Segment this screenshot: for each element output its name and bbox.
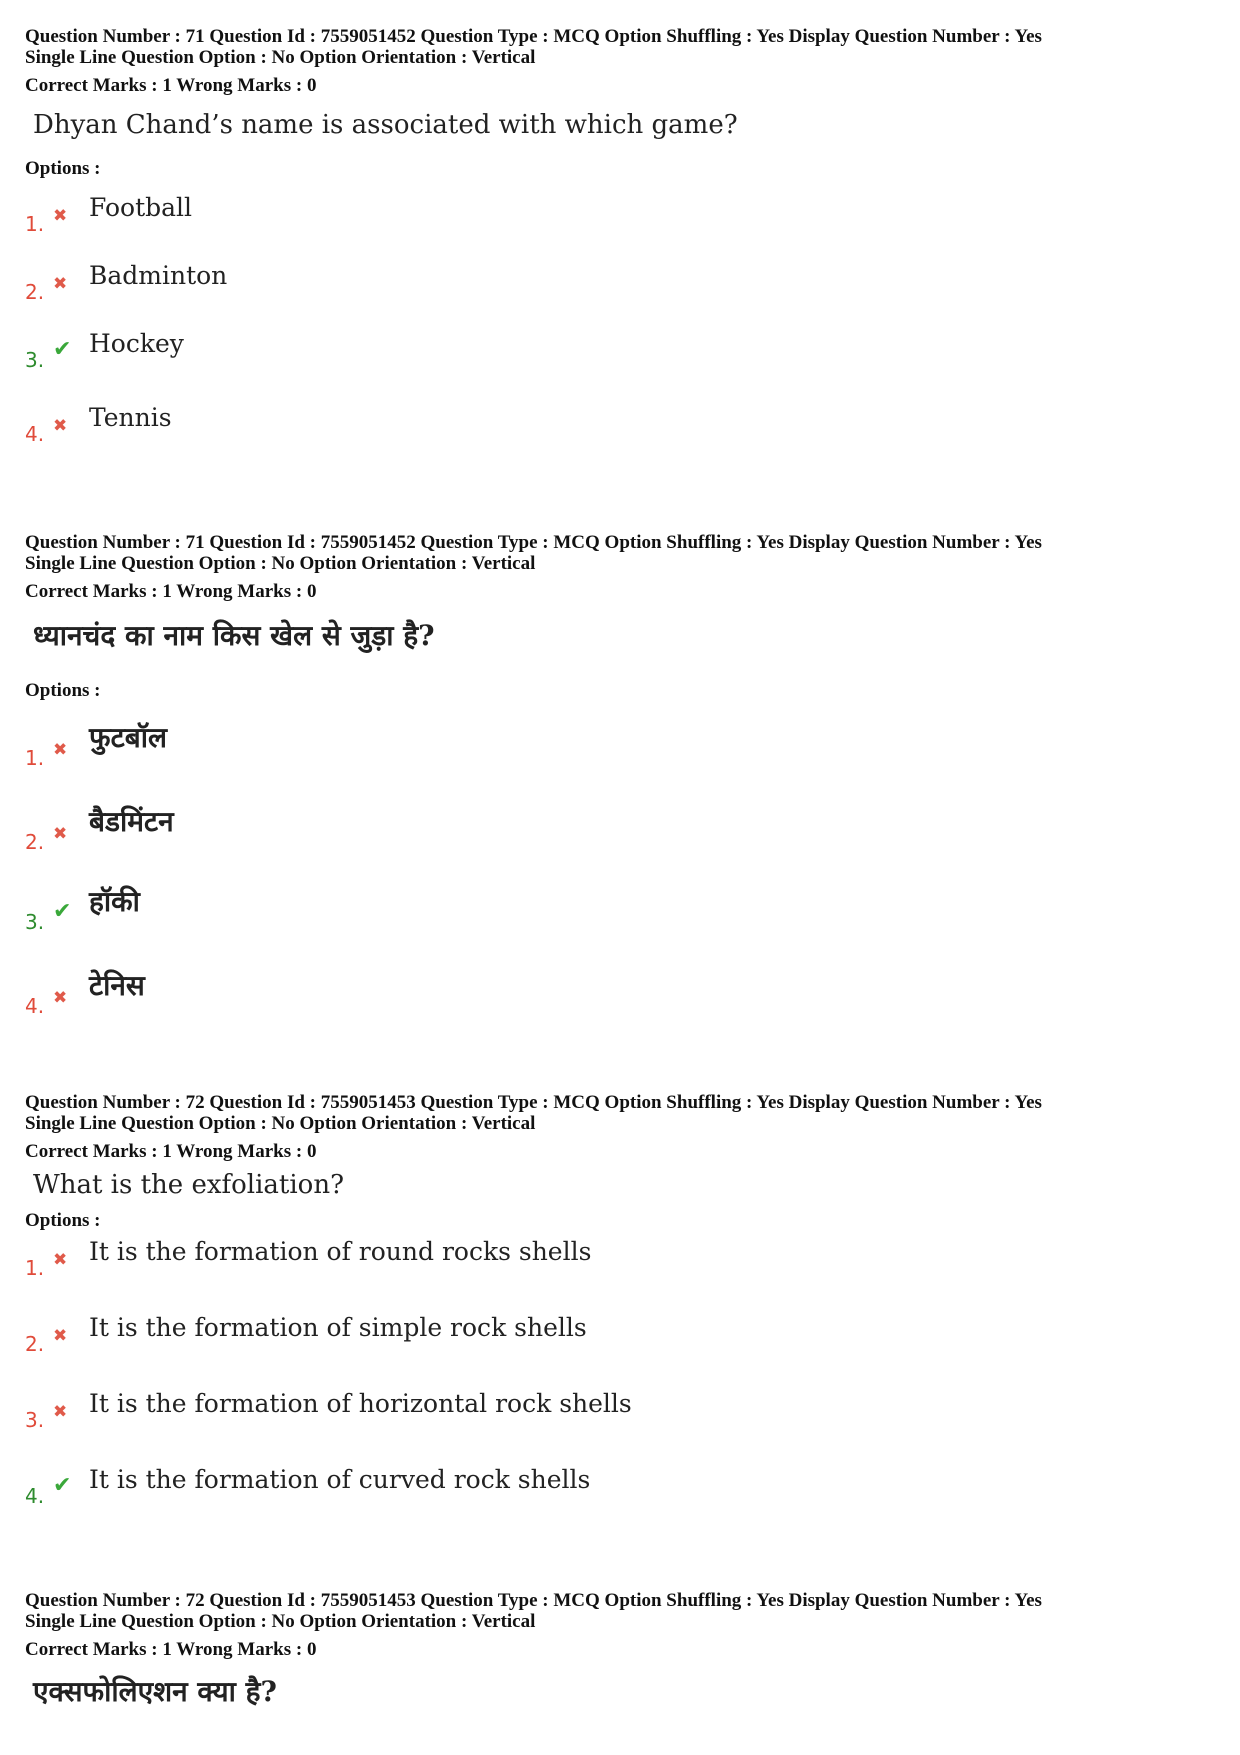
option-item	[25, 885, 140, 934]
option-item	[25, 969, 145, 1018]
question-meta-line-1: Question Number : 72 Question Id : 7559051453 Question Type : MCQ Option Shuffling : Yes Display Question Number : Yes	[25, 1590, 1042, 1611]
option-text: फुटबॉल	[89, 721, 167, 754]
option-text: Hockey	[89, 329, 184, 358]
cross-icon: ✖	[53, 206, 68, 226]
options-label: Options :	[25, 680, 101, 701]
options-label: Options :	[25, 1210, 101, 1231]
option-text: टेनिस	[89, 969, 145, 1002]
question-meta-line-2: Single Line Question Option : No Option Orientation : Vertical	[25, 47, 536, 68]
option-number: 4.	[25, 1484, 45, 1508]
option-text: हॉकी	[89, 885, 140, 918]
option-number: 3.	[25, 348, 45, 372]
check-icon: ✔	[53, 1473, 72, 1498]
question-meta-line-1: Question Number : 71 Question Id : 7559051452 Question Type : MCQ Option Shuffling : Yes Display Question Number : Yes	[25, 26, 1042, 47]
option-text: It is the formation of horizontal rock shells	[89, 1389, 632, 1418]
cross-icon: ✖	[53, 1326, 68, 1346]
option-item	[25, 721, 167, 770]
option-item	[25, 1234, 592, 1280]
question-meta-line-2: Single Line Question Option : No Option Orientation : Vertical	[25, 1611, 536, 1632]
option-item	[25, 1386, 632, 1432]
question-meta-line-2: Single Line Question Option : No Option Orientation : Vertical	[25, 1113, 536, 1134]
option-text: It is the formation of simple rock shells	[89, 1313, 587, 1342]
question-text: What is the exfoliation?	[33, 1170, 345, 1200]
option-number: 4.	[25, 422, 45, 446]
option-text: It is the formation of round rocks shells	[89, 1237, 592, 1266]
question-marks: Correct Marks : 1 Wrong Marks : 0	[25, 581, 317, 602]
option-item	[25, 258, 228, 304]
check-icon: ✔	[53, 899, 72, 924]
option-text: It is the formation of curved rock shells	[89, 1465, 591, 1494]
question-marks: Correct Marks : 1 Wrong Marks : 0	[25, 75, 317, 96]
question-text: एक्सफोलिएशन क्या है?	[33, 1675, 277, 1708]
option-number: 2.	[25, 830, 45, 854]
option-text: Badminton	[89, 261, 228, 290]
option-text: Tennis	[89, 403, 172, 432]
question-meta-line-2: Single Line Question Option : No Option Orientation : Vertical	[25, 553, 536, 574]
cross-icon: ✖	[53, 824, 68, 844]
options-label: Options :	[25, 158, 101, 179]
cross-icon: ✖	[53, 1250, 68, 1270]
option-number: 2.	[25, 1332, 45, 1356]
question-text: ध्यानचंद का नाम किस खेल से जुड़ा है?	[33, 619, 435, 652]
question-meta-line-1: Question Number : 71 Question Id : 7559051452 Question Type : MCQ Option Shuffling : Yes Display Question Number : Yes	[25, 532, 1042, 553]
cross-icon: ✖	[53, 740, 68, 760]
option-number: 4.	[25, 994, 45, 1018]
question-block-1	[25, 26, 1215, 446]
question-text: Dhyan Chand’s name is associated with which game?	[33, 110, 738, 140]
check-icon: ✔	[53, 337, 72, 362]
option-item	[25, 326, 184, 372]
option-item	[25, 190, 193, 236]
question-block-3	[25, 1092, 1215, 1508]
option-number: 1.	[25, 746, 45, 770]
option-text: बैडमिंटन	[89, 805, 174, 838]
option-number: 3.	[25, 1408, 45, 1432]
question-block-4	[25, 1590, 1215, 1710]
question-marks: Correct Marks : 1 Wrong Marks : 0	[25, 1639, 317, 1660]
option-number: 3.	[25, 910, 45, 934]
cross-icon: ✖	[53, 274, 68, 294]
cross-icon: ✖	[53, 988, 68, 1008]
option-item	[25, 400, 172, 446]
option-number: 1.	[25, 1256, 45, 1280]
question-meta-line-1: Question Number : 72 Question Id : 7559051453 Question Type : MCQ Option Shuffling : Yes Display Question Number : Yes	[25, 1092, 1042, 1113]
option-number: 2.	[25, 280, 45, 304]
question-marks: Correct Marks : 1 Wrong Marks : 0	[25, 1141, 317, 1162]
question-block-2	[25, 532, 1215, 1018]
option-text: Football	[89, 193, 193, 222]
cross-icon: ✖	[53, 1402, 68, 1422]
option-item	[25, 805, 174, 854]
cross-icon: ✖	[53, 416, 68, 436]
option-number: 1.	[25, 212, 45, 236]
option-item	[25, 1462, 591, 1508]
option-item	[25, 1310, 587, 1356]
